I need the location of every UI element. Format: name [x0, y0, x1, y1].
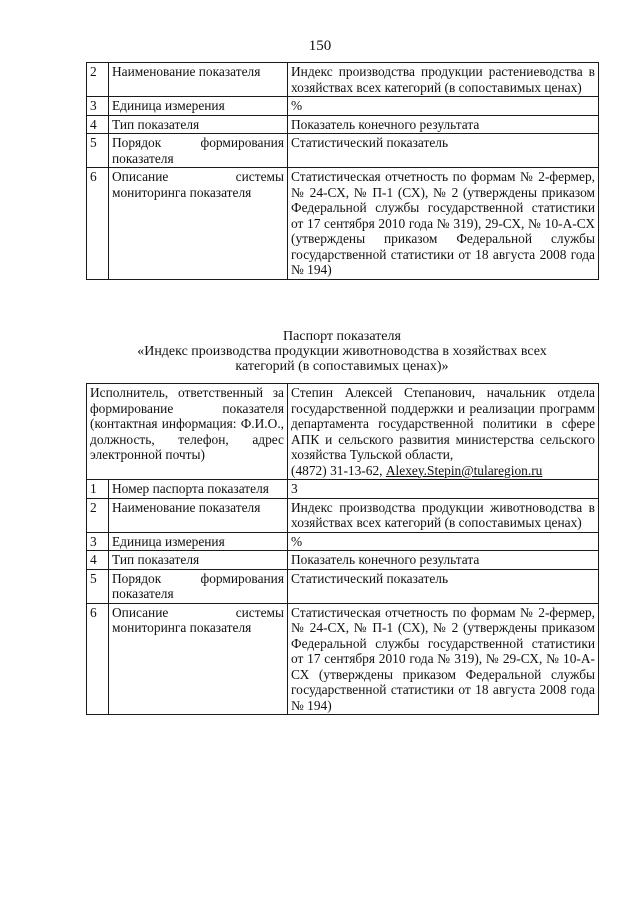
table-row — [87, 134, 599, 168]
table-row — [87, 603, 599, 715]
passport-title-line: Паспорт показателя — [283, 329, 401, 344]
row-number: 1 — [87, 480, 109, 499]
row-value: Показатель конечного результата — [288, 115, 599, 134]
table-row — [87, 551, 599, 570]
row-value: Статистический показатель — [288, 569, 599, 603]
executor-email-link[interactable]: Alexey.Stepin@tularegion.ru — [385, 462, 543, 478]
row-label: Единица измерения — [109, 532, 288, 551]
row-value: Показатель конечного результата — [288, 551, 599, 570]
row-number: 6 — [87, 603, 109, 715]
executor-value — [288, 384, 599, 480]
row-value: Статистическая отчетность по формам № 2-фермер, № 24-СХ, № П-1 (СХ), № 2 (утверждены приказом Федеральной службы государственной статистики от 17 сентября 2010 года № 319), № 29-СХ, № 10-А-СХ (утверждены приказом Федеральной службы государственной статистики от 18 августа 2008 года № 194) — [288, 603, 599, 715]
row-value: % — [288, 532, 599, 551]
passport-table — [86, 383, 599, 715]
executor-row — [87, 384, 599, 480]
row-value: Индекс производства продукции животноводства в хозяйствах всех категорий (в сопоставимых ценах) — [288, 498, 599, 532]
row-number: 3 — [87, 97, 109, 116]
row-value: Статистическая отчетность по формам № 2-фермер, № 24-СХ, № П-1 (СХ), № 2 (утверждены приказом Федеральной службы государственной статистики от 17 сентября 2010 года № 319), 29-СХ, № 10-А-СХ (утверждены приказом Федеральной службы государственной статистики от 18 августа 2008 года № 194) — [288, 168, 599, 280]
row-label: Порядок формирования показателя — [109, 134, 288, 168]
row-label: Номер паспорта показателя — [109, 480, 288, 499]
row-value: Индекс производства продукции растениеводства в хозяйствах всех категорий (в сопоставимых ценах) — [288, 63, 599, 97]
page-number: 150 — [308, 38, 332, 54]
table-row — [87, 569, 599, 603]
row-label: Единица измерения — [109, 97, 288, 116]
row-label: Наименование показателя — [109, 63, 288, 97]
row-number: 4 — [87, 551, 109, 570]
executor-phone: (4872) 31-13-62, — [291, 462, 383, 478]
row-value: 3 — [288, 480, 599, 499]
table-row — [87, 480, 599, 499]
row-label: Наименование показателя — [109, 498, 288, 532]
table-row — [87, 498, 599, 532]
passport-title-line: «Индекс производства продукции животноводства в хозяйствах всех — [137, 344, 547, 359]
row-number: 2 — [87, 498, 109, 532]
row-number: 5 — [87, 134, 109, 168]
table-row — [87, 63, 599, 97]
row-number: 4 — [87, 115, 109, 134]
passport-title — [86, 329, 598, 374]
executor-label: Исполнитель, ответственный за формирование показателя (контактная информация: Ф.И.О., должность, телефон, адрес электронной почты) — [87, 384, 288, 480]
row-label: Описание системы мониторинга показателя — [109, 168, 288, 280]
table-row — [87, 532, 599, 551]
row-number: 3 — [87, 532, 109, 551]
executor-name: Степин Алексей Степанович, начальник отдела государственной поддержки и реализации программ департамента государственной политики в сфере АПК и сельского развития министерства сельского хозяйства Тульской области, — [291, 385, 596, 462]
table-row — [87, 115, 599, 134]
row-label: Тип показателя — [109, 551, 288, 570]
passport-title-line: категорий (в сопоставимых ценах)» — [235, 359, 449, 374]
row-value: Статистический показатель — [288, 134, 599, 168]
row-label: Тип показателя — [109, 115, 288, 134]
row-label: Порядок формирования показателя — [109, 569, 288, 603]
table-row — [87, 168, 599, 280]
passport-table-crop — [86, 62, 599, 280]
row-label: Описание системы мониторинга показателя — [109, 603, 288, 715]
table-row — [87, 97, 599, 116]
row-number: 2 — [87, 63, 109, 97]
row-number: 6 — [87, 168, 109, 280]
row-value: % — [288, 97, 599, 116]
row-number: 5 — [87, 569, 109, 603]
